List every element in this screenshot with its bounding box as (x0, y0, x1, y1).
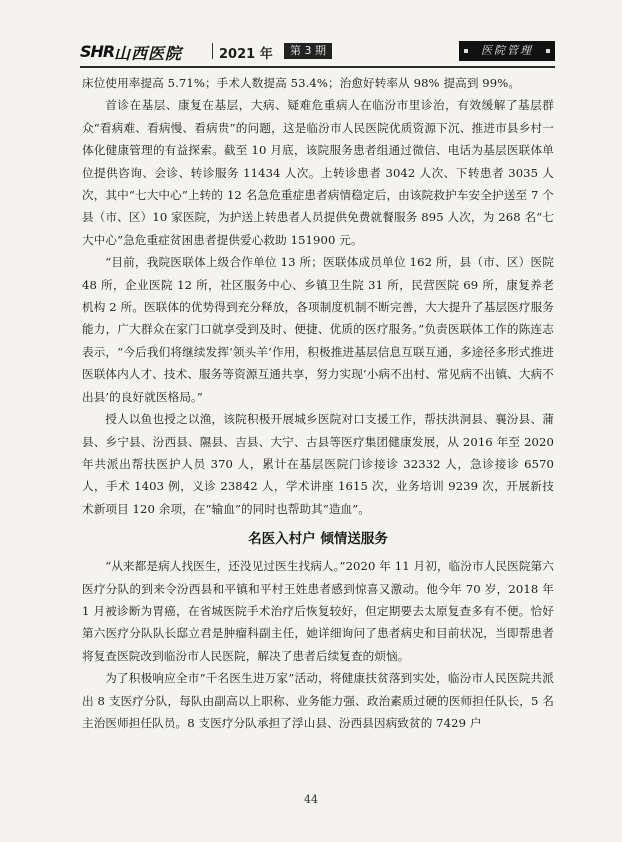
paragraph: 为了积极响应全市“千名医生进万家”活动，将健康扶贫落到实处，临汾市人民医院共派出 8 支医疗分队，每队由副高以上职称、业务能力强、政治素质过硬的医师担任队长，5 名主治医师担任队员。8 支医疗分队承担了浮山县、汾西县因病致贫的 7429 户 (82, 671, 554, 730)
journal-name: 山西医院 (114, 44, 183, 63)
paragraph: “从来都是病人找医生，还没见过医生找病人。”2020 年 11 月初，临汾市人民医院第六医疗分队的到来令汾西县和平镇和平村王姓患者感到惊喜又激动。他今年 70 岁，2018 年 1 月被诊断为胃癌，在省城医院手术治疗后恢复较好，但定期要去太原复查多有不便。恰好第六医疗分队队长邸立君是肿瘤科副主任，她详细询问了患者病史和目前状况，当即帮患者将复查医院改到临汾市人民医院，解决了患者后续复查的烦恼。 (82, 559, 554, 663)
column-badge: 医院管理 (459, 41, 555, 61)
page-header (80, 40, 555, 64)
page-number: 44 (304, 793, 318, 806)
paragraph: 床位使用率提高 5.71%；手术人数提高 53.4%；治愈好转率从 98% 提高到 99%。 (82, 76, 521, 90)
header-rule (80, 66, 555, 68)
journal-issue: 第 3 期 (284, 43, 332, 59)
paragraph: 授人以鱼也授之以渔，该院积极开展城乡医院对口支援工作，帮扶洪洞县、襄汾县、蒲县、乡宁县、汾西县、隰县、吉县、大宁、古县等医疗集团健康发展，从 2016 年至 2020 年共派出帮扶医护人员 370 人，累计在基层医院门诊接诊 32332 人，急诊接诊 6570 人，手术 1403 例，义诊 23842 人，学术讲座 1615 次，业务培训 9239 次，开展新技术新项目 120 余项，在“输血”的同时也帮助其“造血”。 (82, 412, 554, 516)
journal-year: 2021 年 (219, 47, 273, 62)
section-heading: 名医入村户 倾情送服务 (248, 531, 388, 548)
header-divider (212, 43, 213, 59)
journal-logo-icon: SHR (80, 42, 115, 61)
paragraph: 首诊在基层、康复在基层，大病、疑难危重病人在临汾市里诊治，有效缓解了基层群众“看病难、看病慢、看病贵”的问题，这是临汾市人民医院优质资源下沉、推进市县乡村一体化健康管理的有益探索。截至 10 月底，该院服务患者组通过微信、电话为基层医联体单位提供咨询、会诊、转诊服务 11434 人次。上转诊患者 3042 人次、下转患者 3035 人次，其中“七大中心”上转的 12 名急危重症患者病情稳定后，由该院救护车安全护送至 7 个县（市、区）10 家医院，为护送上转患者人员提供免费就餐服务 895 人次，为 268 名“七大中心”急危重症贫困患者提供爱心救助 151900 元。 (82, 98, 554, 247)
article-body (82, 72, 554, 734)
paragraph: “目前，我院医联体上级合作单位 13 所；医联体成员单位 162 所，县（市、区）医院 48 所，企业医院 12 所，社区服务中心、乡镇卫生院 31 所，民营医院 69 所，康复养老机构 2 所。医联体的优势得到充分释放，各项制度机制不断完善，大大提升了基层医疗服务能力，广大群众在家门口就享受到及时、便捷、优质的医疗服务。”负责医联体工作的陈连志表示，“今后我们将继续发挥‘领头羊’作用，积极推进基层信息互联互通，多途径多形式推进医联体内人才、技术、服务等资源互通共享，努力实现‘小病不出村、常见病不出镇、大病不出县’的良好就医格局。” (82, 255, 554, 404)
